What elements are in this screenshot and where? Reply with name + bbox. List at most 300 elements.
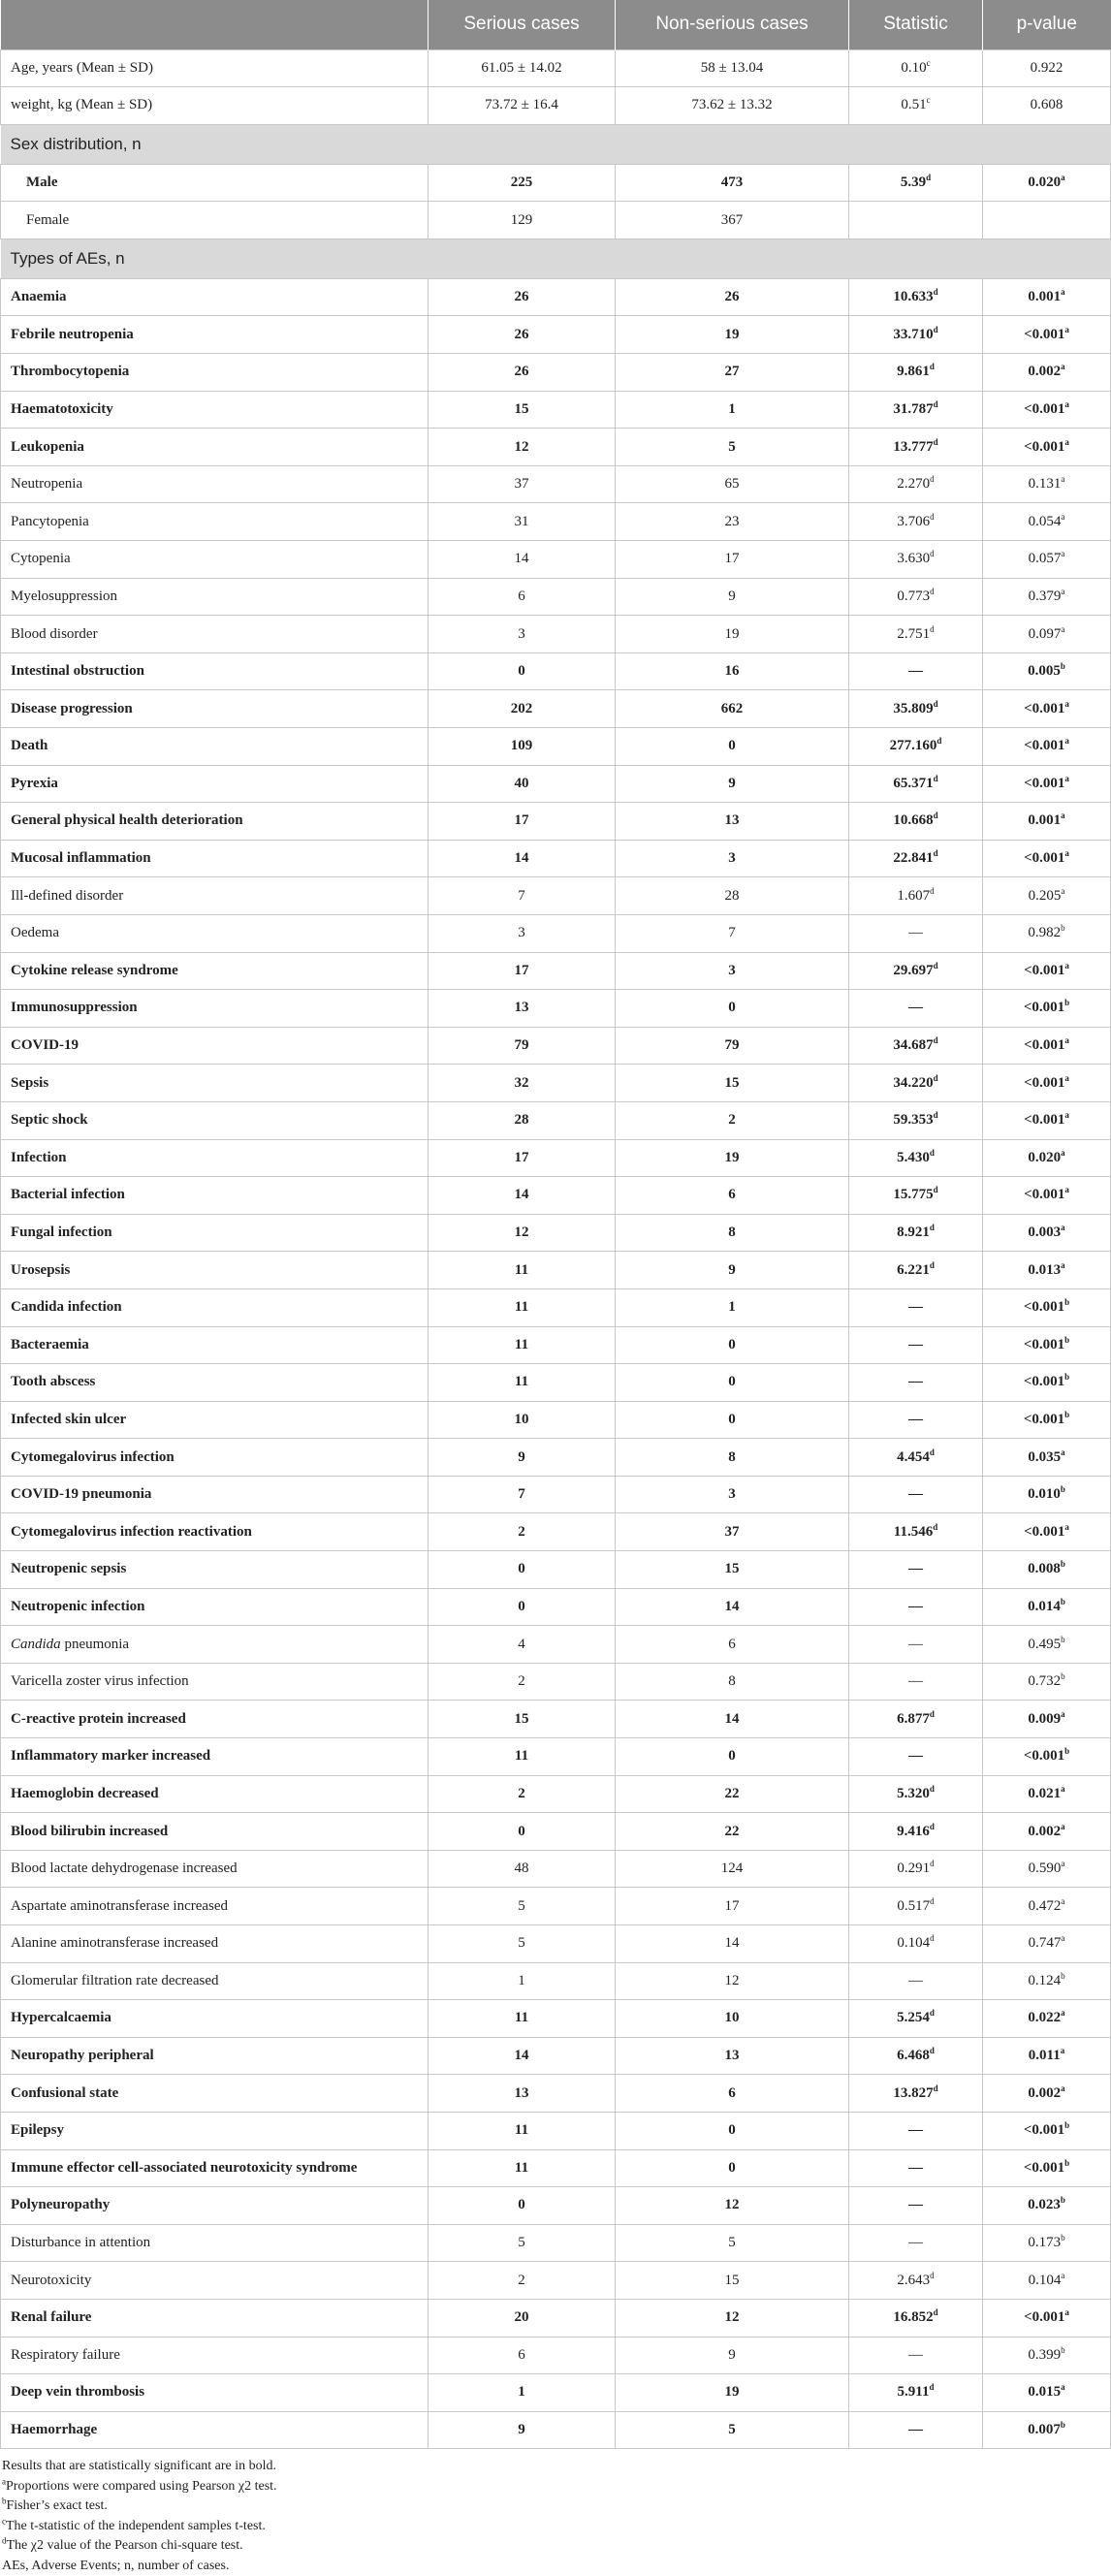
- row-label-text: Cytomegalovirus infection reactivation: [11, 1523, 252, 1540]
- serious-count-text: 6: [518, 588, 525, 604]
- serious-count: [429, 2262, 616, 2300]
- table-row: [1, 2411, 1111, 2449]
- nonserious-count-text: 16: [724, 663, 740, 680]
- statistic-value: [849, 2149, 983, 2187]
- statistic-value-footnote-mark: d: [929, 2046, 935, 2056]
- statistic-value-footnote-mark: d: [930, 1933, 935, 1944]
- p-value-footnote-mark: a: [1061, 2008, 1065, 2019]
- p-value-text: <0.001: [1023, 2159, 1065, 2176]
- p-value-text: <0.001: [1023, 2122, 1065, 2139]
- row-label: [1, 2075, 429, 2113]
- row-label: [1, 202, 429, 239]
- nonserious-count-text: 0: [728, 1411, 736, 1427]
- statistic-value-text: —: [908, 1299, 923, 1316]
- p-value-text: 0.005: [1028, 663, 1061, 680]
- row-label-text: Confusional state: [11, 2084, 119, 2101]
- p-value-text: <0.001: [1023, 1000, 1065, 1016]
- nonserious-count-text: 0: [728, 1336, 736, 1352]
- p-value-text: 0.173: [1028, 2235, 1062, 2251]
- statistic-value-footnote-mark: d: [930, 511, 935, 522]
- p-value-text: 0.021: [1028, 1785, 1062, 1801]
- table-row: [1, 1401, 1111, 1439]
- nonserious-count: [616, 354, 849, 392]
- p-value-text: <0.001: [1024, 1037, 1065, 1054]
- nonserious-count-text: 5: [728, 2422, 736, 2438]
- nonserious-count: [616, 1551, 849, 1589]
- statistic-value: [849, 49, 983, 87]
- p-value-footnote-mark: a: [1061, 1821, 1065, 1831]
- p-value-text: <0.001: [1024, 400, 1065, 417]
- serious-count-text: 40: [514, 775, 529, 791]
- p-value: [983, 690, 1111, 728]
- p-value-footnote-mark: a: [1060, 2046, 1065, 2056]
- serious-count: [429, 1813, 616, 1851]
- row-label-text: Aspartate aminotransferase increased: [11, 1897, 229, 1914]
- section-header-row: [1, 124, 1111, 164]
- serious-count-text: 0: [518, 1823, 525, 1839]
- p-value-footnote-mark: a: [1061, 1223, 1065, 1233]
- table-row: [1, 1027, 1111, 1065]
- p-value: [983, 990, 1111, 1028]
- row-label-text: Sepsis: [11, 1074, 49, 1091]
- p-value: [983, 2337, 1111, 2374]
- nonserious-count: [616, 914, 849, 952]
- footnote-line: [2, 2517, 1110, 2537]
- statistic-value: [849, 1813, 983, 1851]
- nonserious-count: [616, 87, 849, 125]
- footnote-line: [2, 2496, 1110, 2517]
- serious-count-text: 14: [514, 2048, 529, 2064]
- row-label-text: Cytomegalovirus infection: [11, 1448, 175, 1465]
- p-value-footnote-mark: a: [1064, 1035, 1069, 1046]
- p-value: [983, 87, 1111, 125]
- serious-count-text: 26: [514, 326, 529, 342]
- table-row: [1, 1701, 1111, 1738]
- row-label: [1, 990, 429, 1028]
- row-label-text: Immune effector cell-associated neurotoxicity syndrome: [11, 2159, 358, 2176]
- nonserious-count: [616, 1513, 849, 1551]
- statistic-value-text: —: [908, 1748, 923, 1765]
- p-value-footnote-mark: a: [1061, 623, 1065, 634]
- serious-count: [429, 1551, 616, 1589]
- row-label: [1, 503, 429, 541]
- p-value-text: 0.002: [1028, 1823, 1062, 1839]
- statistic-value: [849, 1288, 983, 1326]
- serious-count: [429, 503, 616, 541]
- row-label-text: Infected skin ulcer: [11, 1411, 127, 1427]
- footnote-text: Proportions were compared using Pearson χ2 test.: [6, 2478, 277, 2494]
- row-label: [1, 541, 429, 579]
- statistic-value-footnote-mark: d: [933, 811, 938, 821]
- nonserious-count-text: 0: [728, 2159, 736, 2176]
- row-label-text: Myelosuppression: [11, 588, 117, 604]
- p-value-text: <0.001: [1024, 700, 1065, 716]
- p-value-footnote-mark: b: [1064, 1372, 1070, 1383]
- section-title: Types of AEs, n: [1, 239, 1111, 278]
- statistic-value-text: —: [908, 2122, 923, 2139]
- serious-count-text: 37: [514, 476, 529, 493]
- table-row: [1, 2337, 1111, 2374]
- table-row: [1, 354, 1111, 392]
- nonserious-count: [616, 1364, 849, 1402]
- statistic-value-footnote-mark: d: [929, 2008, 935, 2019]
- serious-count: [429, 1139, 616, 1177]
- row-label: [1, 1775, 429, 1813]
- statistic-value-text: 5.39: [900, 174, 927, 190]
- serious-count-text: 11: [514, 2010, 529, 2026]
- statistic-value-text: —: [908, 1673, 923, 1690]
- p-value: [983, 2187, 1111, 2225]
- p-value-footnote-mark: b: [1060, 1559, 1065, 1570]
- row-label-text: Pancytopenia: [11, 513, 89, 529]
- table-row: [1, 2224, 1111, 2262]
- p-value-footnote-mark: b: [1064, 1746, 1070, 1757]
- p-value-footnote-mark: b: [1064, 2120, 1070, 2131]
- nonserious-count-text: 26: [724, 289, 740, 305]
- table-row: [1, 1364, 1111, 1402]
- statistic-value-footnote-mark: d: [930, 2270, 935, 2280]
- serious-count-text: 11: [514, 1261, 529, 1278]
- statistic-value-footnote-mark: d: [933, 2307, 938, 2318]
- statistic-value-text: —: [908, 1561, 923, 1577]
- serious-count-text: 12: [514, 438, 529, 455]
- p-value: [983, 1738, 1111, 1776]
- header-cell-label: [1, 0, 429, 49]
- p-value-text: <0.001: [1023, 1411, 1065, 1427]
- statistic-value: [849, 2411, 983, 2449]
- serious-count: [429, 2224, 616, 2262]
- row-label: [1, 2037, 429, 2075]
- statistic-value: [849, 202, 983, 239]
- serious-count-text: 0: [518, 1598, 525, 1614]
- serious-count: [429, 840, 616, 877]
- p-value-footnote-mark: a: [1061, 586, 1065, 596]
- statistic-value-footnote-mark: d: [930, 623, 935, 634]
- nonserious-count: [616, 1476, 849, 1513]
- serious-count-text: 9: [518, 2422, 525, 2438]
- statistic-value-footnote-mark: d: [929, 1147, 935, 1158]
- p-value: [983, 1401, 1111, 1439]
- nonserious-count: [616, 1101, 849, 1139]
- nonserious-count: [616, 2075, 849, 2113]
- footnote-text: The χ2 value of the Pearson chi-square test.: [6, 2538, 243, 2554]
- serious-count: [429, 690, 616, 728]
- serious-count: [429, 164, 616, 202]
- p-value-text: <0.001: [1023, 1748, 1065, 1765]
- serious-count-text: 0: [518, 2197, 525, 2213]
- statistic-value: [849, 1513, 983, 1551]
- table-row: [1, 690, 1111, 728]
- row-label-text: Disease progression: [11, 700, 133, 716]
- table-row: [1, 1626, 1111, 1664]
- p-value: [983, 840, 1111, 877]
- nonserious-count: [616, 1775, 849, 1813]
- p-value-text: 0.023: [1028, 2197, 1061, 2213]
- serious-count: [429, 2037, 616, 2075]
- statistic-value-text: 0.517: [897, 1897, 931, 1914]
- nonserious-count-text: 19: [724, 326, 740, 342]
- statistic-value-text: 34.687: [893, 1037, 934, 1054]
- nonserious-count-text: 14: [724, 1710, 740, 1727]
- row-label: [1, 2337, 429, 2374]
- nonserious-count-text: 2: [728, 1112, 736, 1129]
- table-row: [1, 1139, 1111, 1177]
- statistic-value: [849, 914, 983, 952]
- p-value: [983, 1588, 1111, 1626]
- p-value-footnote-mark: a: [1064, 1110, 1069, 1121]
- footnote-line: [2, 2477, 1110, 2497]
- statistic-value: [849, 1925, 983, 1963]
- serious-count-text: 1: [518, 2384, 525, 2401]
- serious-count-text: 2: [518, 1785, 525, 1801]
- serious-count: [429, 616, 616, 653]
- statistic-value: [849, 616, 983, 653]
- serious-count: [429, 1888, 616, 1925]
- p-value: [983, 164, 1111, 202]
- statistic-value: [849, 1027, 983, 1065]
- statistic-value: [849, 1439, 983, 1477]
- statistic-value-footnote-mark: d: [933, 436, 938, 447]
- statistic-value: [849, 2374, 983, 2412]
- row-label-text: Anaemia: [11, 289, 67, 305]
- row-label: [1, 2000, 429, 2038]
- p-value-footnote-mark: b: [1060, 2420, 1065, 2431]
- section-header-row: [1, 239, 1111, 278]
- statistic-value-footnote-mark: d: [929, 1223, 935, 1233]
- p-value: [983, 2112, 1111, 2149]
- nonserious-count-text: 6: [728, 1636, 736, 1652]
- p-value-text: 0.205: [1028, 887, 1062, 904]
- p-value-text: 0.495: [1028, 1636, 1062, 1652]
- row-label: [1, 1850, 429, 1888]
- p-value-footnote-mark: a: [1061, 1708, 1065, 1719]
- p-value-footnote-mark: a: [1064, 398, 1069, 409]
- p-value-text: 0.747: [1028, 1935, 1062, 1952]
- header-cell-pvalue: p-value: [983, 0, 1111, 49]
- p-value-text: 0.008: [1028, 1561, 1061, 1577]
- p-value-footnote-mark: a: [1061, 474, 1065, 485]
- p-value-footnote-mark: b: [1061, 1970, 1065, 1981]
- nonserious-count-text: 65: [724, 476, 740, 493]
- row-label: [1, 2112, 429, 2149]
- serious-count: [429, 1738, 616, 1776]
- statistic-value: [849, 2000, 983, 2038]
- p-value-text: 0.015: [1028, 2384, 1062, 2401]
- statistic-value-footnote-mark: d: [933, 1521, 938, 1532]
- footnote-line: [2, 2557, 1110, 2576]
- statistic-value-text: 33.710: [893, 326, 934, 342]
- row-label: [1, 914, 429, 952]
- row-label-text: Male: [26, 174, 58, 190]
- serious-count-text: 2: [518, 1673, 525, 1690]
- p-value-text: 0.002: [1028, 364, 1062, 380]
- row-label: [1, 1326, 429, 1364]
- row-label-text: Bacteraemia: [11, 1336, 89, 1352]
- serious-count: [429, 49, 616, 87]
- p-value-text: 0.922: [1030, 59, 1063, 76]
- serious-count-text: 0: [518, 1561, 525, 1577]
- footnote-text: The t-statistic of the independent samples t-test.: [6, 2518, 266, 2533]
- p-value-footnote-mark: a: [1061, 2382, 1065, 2393]
- statistic-value-footnote-mark: d: [929, 1259, 935, 1270]
- nonserious-count-text: 1: [728, 1299, 736, 1316]
- serious-count-text: 3: [518, 625, 525, 642]
- footnote-mark: b: [2, 2496, 7, 2506]
- statistic-value-text: —: [908, 1636, 923, 1652]
- p-value-footnote-mark: a: [1064, 1521, 1069, 1532]
- serious-count-text: 17: [514, 962, 529, 978]
- row-label-text: Blood disorder: [11, 625, 98, 642]
- p-value-text: 0.035: [1028, 1448, 1062, 1465]
- table-row: [1, 1326, 1111, 1364]
- row-label: [1, 690, 429, 728]
- serious-count-text: 26: [514, 289, 529, 305]
- section-title: Sex distribution, n: [1, 124, 1111, 164]
- header-cell-nonserious: Non-serious cases: [616, 0, 849, 49]
- row-label: [1, 1288, 429, 1326]
- table-row: [1, 1588, 1111, 1626]
- p-value-footnote-mark: b: [1061, 923, 1065, 934]
- statistic-value-text: 8.921: [897, 1224, 930, 1241]
- table-row: [1, 391, 1111, 429]
- statistic-value-text: 6.221: [897, 1261, 930, 1278]
- statistic-value-text: 2.751: [897, 625, 931, 642]
- serious-count: [429, 877, 616, 915]
- serious-count: [429, 278, 616, 316]
- nonserious-count: [616, 1813, 849, 1851]
- statistic-value: [849, 1626, 983, 1664]
- table-row: [1, 1101, 1111, 1139]
- p-value: [983, 803, 1111, 841]
- row-label-text: Disturbance in attention: [11, 2235, 151, 2251]
- p-value: [983, 2374, 1111, 2412]
- row-label: [1, 1588, 429, 1626]
- row-label-text: Pyrexia: [11, 775, 58, 791]
- p-value: [983, 202, 1111, 239]
- statistic-value-footnote-mark: d: [929, 1821, 935, 1831]
- statistic-value-text: 15.775: [893, 1187, 934, 1203]
- row-label-text: Urosepsis: [11, 1261, 71, 1278]
- statistic-value-text: 5.254: [897, 2010, 930, 2026]
- nonserious-count-text: 12: [724, 1972, 740, 1988]
- table-row: [1, 1925, 1111, 1963]
- statistic-value: [849, 1252, 983, 1289]
- nonserious-count: [616, 391, 849, 429]
- statistic-value-footnote-mark: d: [933, 398, 938, 409]
- row-label: [1, 1252, 429, 1289]
- p-value: [983, 2299, 1111, 2337]
- footnote-line: [2, 2457, 1110, 2477]
- statistic-value: [849, 2187, 983, 2225]
- table-row: [1, 2299, 1111, 2337]
- statistic-value-text: 13.777: [893, 438, 934, 455]
- nonserious-count-text: 9: [728, 1261, 736, 1278]
- row-label: [1, 316, 429, 354]
- p-value: [983, 1101, 1111, 1139]
- serious-count: [429, 1439, 616, 1477]
- nonserious-count: [616, 1701, 849, 1738]
- serious-count: [429, 202, 616, 239]
- statistic-value-footnote-mark: d: [929, 1783, 935, 1794]
- table-row: [1, 2075, 1111, 2113]
- statistic-value-text: 3.706: [897, 513, 931, 529]
- serious-count-text: 11: [514, 1374, 529, 1390]
- statistic-value: [849, 2037, 983, 2075]
- p-value-text: 0.010: [1028, 1486, 1061, 1503]
- statistic-value-text: —: [908, 2159, 923, 2176]
- serious-count: [429, 1326, 616, 1364]
- row-label-text: COVID-19: [11, 1037, 79, 1054]
- row-label: [1, 578, 429, 616]
- p-value: [983, 877, 1111, 915]
- nonserious-count-text: 0: [728, 1748, 736, 1765]
- table-row: [1, 1850, 1111, 1888]
- nonserious-count: [616, 278, 849, 316]
- nonserious-count-text: 79: [724, 1037, 740, 1054]
- serious-count: [429, 316, 616, 354]
- p-value-text: <0.001: [1024, 2309, 1065, 2326]
- nonserious-count: [616, 2112, 849, 2149]
- row-label-text: Ill-defined disorder: [11, 887, 124, 904]
- table-row: [1, 1177, 1111, 1215]
- row-label: [1, 2262, 429, 2300]
- statistic-value: [849, 465, 983, 503]
- statistic-value: [849, 1326, 983, 1364]
- table-body: [1, 49, 1111, 2449]
- nonserious-count-text: 19: [724, 625, 740, 642]
- nonserious-count-text: 23: [724, 513, 740, 529]
- table-row: [1, 1663, 1111, 1701]
- statistic-value: [849, 503, 983, 541]
- statistic-value-footnote-mark: d: [926, 172, 932, 182]
- table-row: [1, 728, 1111, 766]
- serious-count-text: 48: [514, 1860, 529, 1877]
- serious-count: [429, 1925, 616, 1963]
- statistic-value: [849, 765, 983, 803]
- p-value: [983, 1139, 1111, 1177]
- p-value: [983, 1513, 1111, 1551]
- statistic-value-text: 3.630: [897, 551, 931, 567]
- statistic-value: [849, 541, 983, 579]
- p-value-footnote-mark: b: [1061, 1671, 1065, 1682]
- p-value-text: <0.001: [1024, 1187, 1065, 1203]
- statistic-value-text: 4.454: [897, 1448, 930, 1465]
- statistic-value-footnote-mark: d: [930, 474, 935, 485]
- nonserious-count-text: 0: [728, 738, 736, 754]
- serious-count: [429, 1214, 616, 1252]
- statistic-value-text: 31.787: [893, 400, 934, 417]
- serious-count: [429, 465, 616, 503]
- p-value-text: 0.020: [1028, 174, 1062, 190]
- row-label-text: Infection: [11, 1149, 67, 1165]
- row-label: [1, 354, 429, 392]
- nonserious-count: [616, 2000, 849, 2038]
- row-label-text: Polyneuropathy: [11, 2197, 111, 2213]
- table-row: [1, 465, 1111, 503]
- p-value: [983, 2411, 1111, 2449]
- serious-count: [429, 1027, 616, 1065]
- statistic-value: [849, 1177, 983, 1215]
- nonserious-count-text: 6: [728, 2084, 736, 2101]
- nonserious-count-text: 13: [724, 2048, 740, 2064]
- nonserious-count: [616, 765, 849, 803]
- p-value: [983, 1888, 1111, 1925]
- row-label: [1, 840, 429, 877]
- statistic-value: [849, 1775, 983, 1813]
- table-row: [1, 1252, 1111, 1289]
- table-row: [1, 840, 1111, 877]
- statistic-value-text: 2.270: [897, 476, 931, 493]
